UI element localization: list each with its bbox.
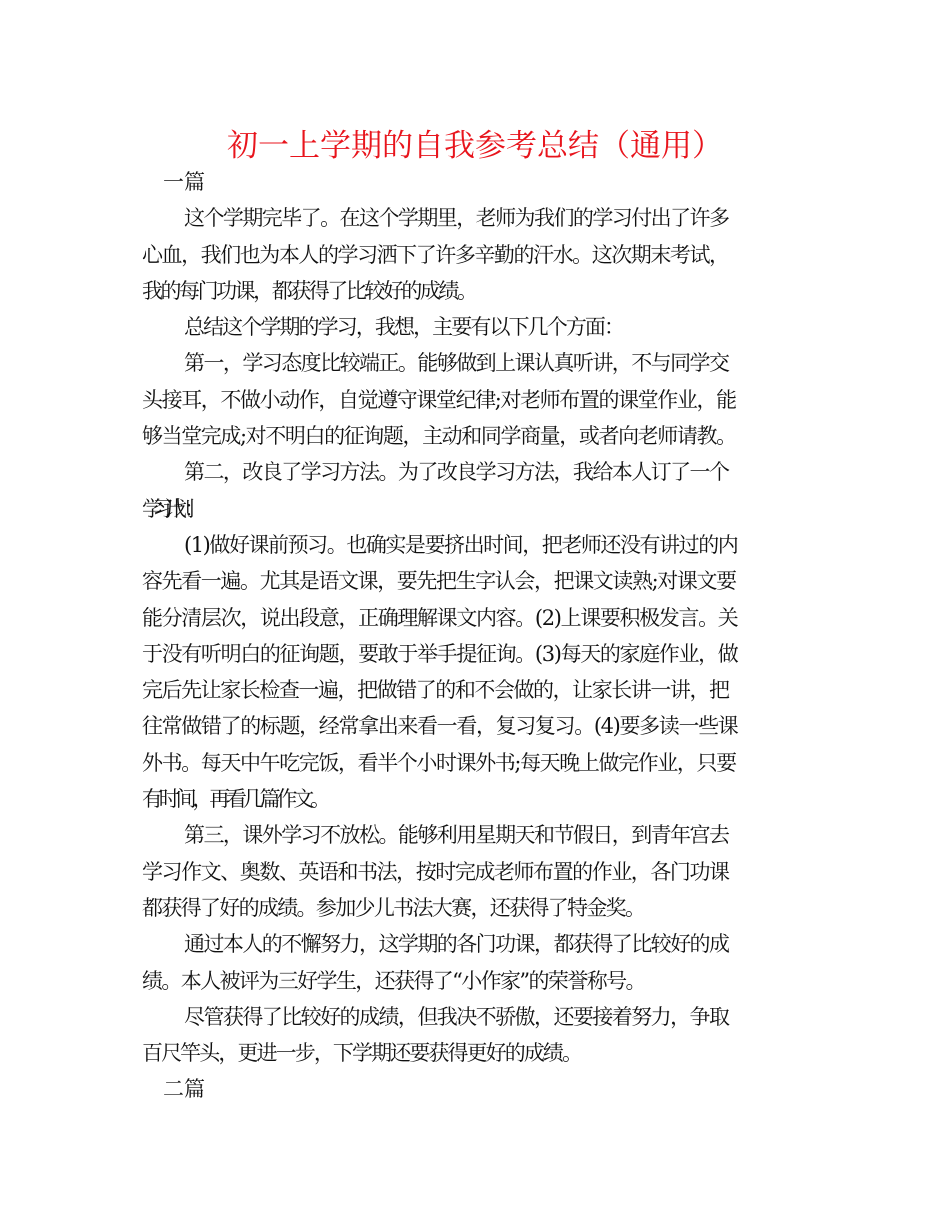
paragraph-line: 百尺竿头，更进一步，下学期还要获得更好的成绩。 [142,1041,582,1066]
paragraph-line: 头接耳，不做小动作，自觉遵守课堂纪律;对老师布置的课堂作业，能 [142,387,736,412]
paragraph [142,527,817,817]
paragraph-line: 都获得了好的成绩。参加少儿书法大赛，还获得了特金奖。 [142,895,645,920]
paragraph-line: 有时间，再看几篇作文。 [142,787,327,812]
paragraph-line: 够当堂完成;对不明白的征询题，主动和同学商量，或者向老师请教。 [142,424,736,449]
paragraph [142,454,817,527]
paragraph-line [142,1071,817,1107]
paragraph-line: 往常做错了的标题，经常拿出来看一看，复习复习。(4)要多读一些课 [142,714,738,739]
paragraph [142,200,817,309]
paragraph [142,817,817,926]
paragraph-line: 绩。本人被评为三好学生，还获得了“小作家”的荣誉称号。 [142,968,645,993]
paragraph [142,164,817,200]
paragraph-line: 于没有听明白的征询题，要敢于举手提征询。(3)每天的家庭作业，做 [142,641,738,666]
paragraph-line: 完后先让家长检查一遍，把做错了的和不会做的，让家长讲一讲，把 [142,678,729,703]
paragraph [142,999,817,1072]
paragraph-line: 学习作文、奥数、英语和书法，按时完成老师布置的作业，各门功课 [142,859,729,884]
paragraph-line: 心血，我们也为本人的学习洒下了许多辛勤的汗水。这次期末考试， [142,242,729,267]
paragraph-line: 这个学期完毕了。在这个学期里，老师为我们的学习付出了许多 [184,206,729,231]
document-title: 初一上学期的自我参考总结（通用） [227,128,723,164]
paragraph-line: 学习计划： [142,496,195,521]
paragraph-line: 我的每门功课，都获得了比较好的成绩。 [142,278,476,303]
paragraph-line: 容先看一遍。尤其是语文课，要先把生字认会，把课文读熟;对课文要 [142,569,736,594]
paragraph [142,345,817,454]
paragraph-line: 第二，改良了学习方法。为了改良学习方法，我给本人订了一个 [184,460,729,485]
paragraph-line: 第三，课外学习不放松。能够利用星期天和节假日，到青年宫去 [184,823,729,848]
paragraph-line: 尽管获得了比较好的成绩，但我决不骄傲，还要接着努力，争取 [184,1004,729,1029]
paragraph-line: 通过本人的不懈努力，这学期的各门功课，都获得了比较好的成 [184,932,729,957]
paragraph [142,926,817,999]
paragraph-line: 第一，学习态度比较端正。能够做到上课认真听讲，不与同学交 [184,351,729,376]
document-body [142,164,817,1108]
paragraph-line: 总结这个学期的学习，我想，主要有以下几个方面： [184,315,624,340]
paragraph-line [142,164,817,200]
paragraph-line: 外书。每天中午吃完饭，看半个小时课外书;每天晚上做完作业，只要 [142,750,736,775]
paragraph [142,1071,817,1107]
paragraph [142,309,817,345]
paragraph-line: (1)做好课前预习。也确实是要挤出时间，把老师还没有讲过的内 [184,532,738,557]
paragraph-line: 能分清层次，说出段意，正确理解课文内容。(2)上课要积极发言。关 [142,605,738,630]
